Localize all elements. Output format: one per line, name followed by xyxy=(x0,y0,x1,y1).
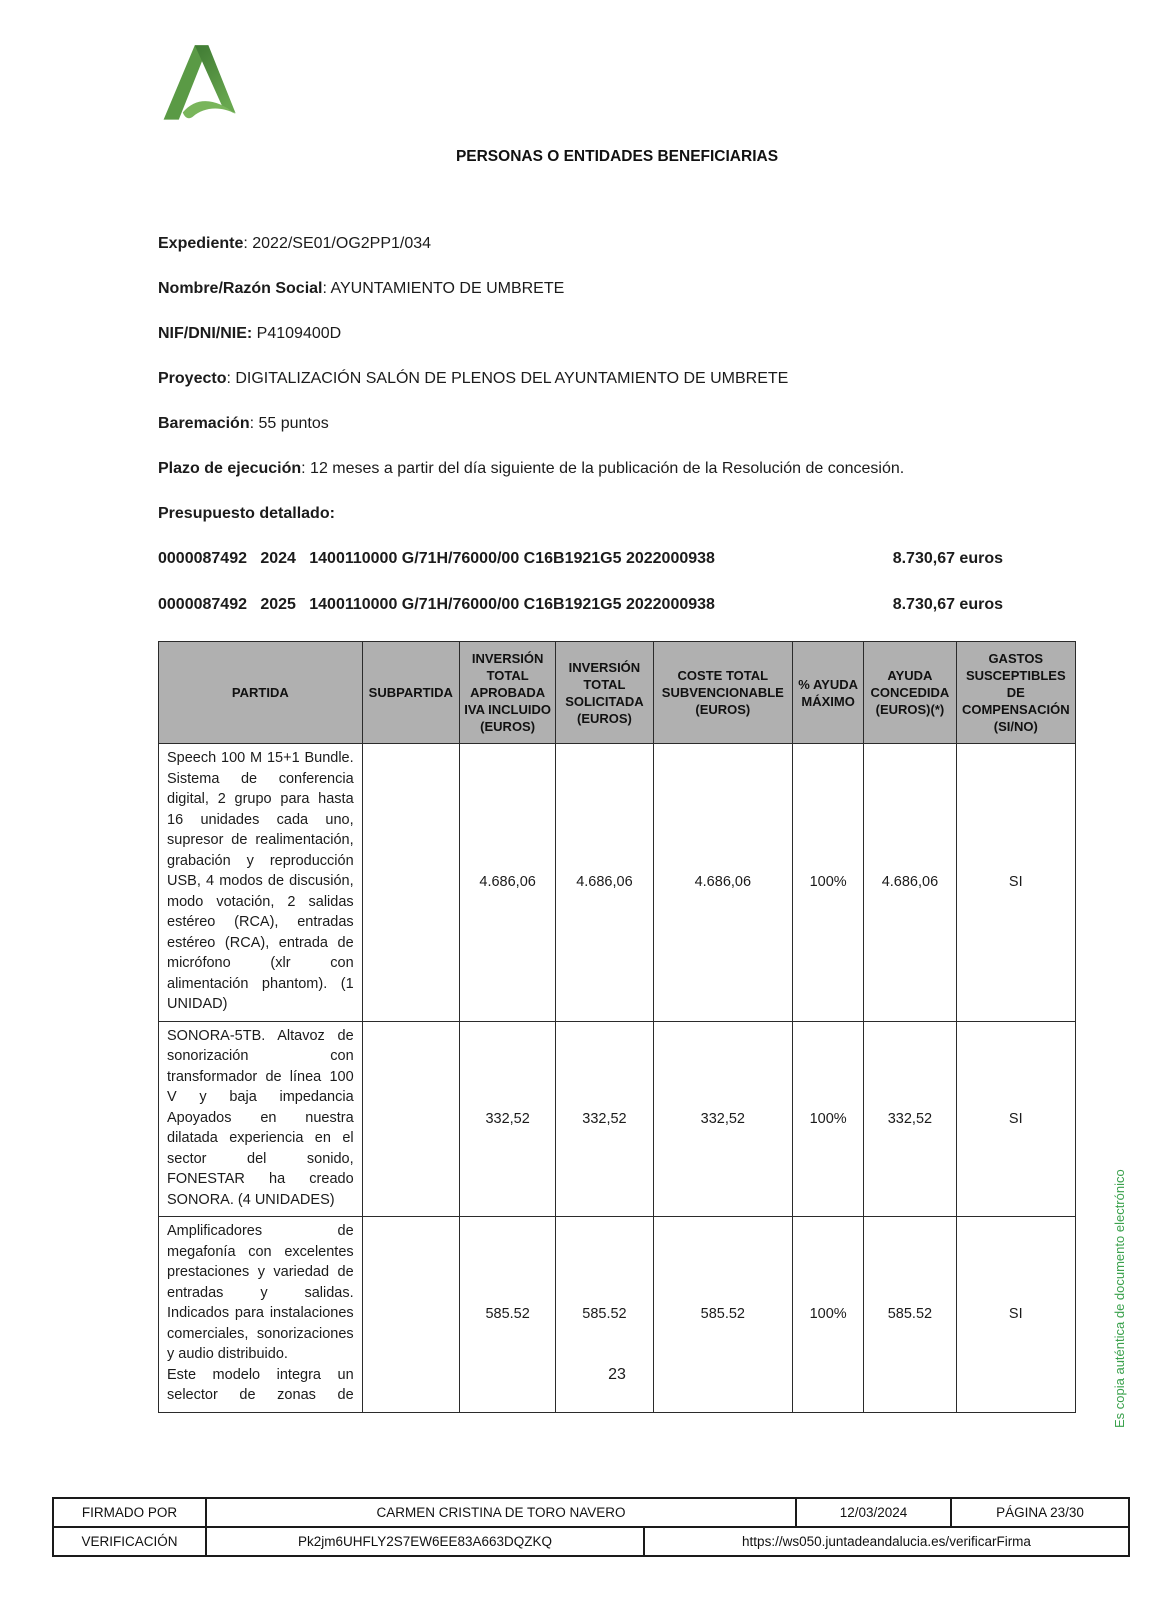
budget-amount: 8.730,67 euros xyxy=(892,596,1003,613)
field-value: AYUNTAMIENTO DE UMBRETE xyxy=(330,280,565,297)
field-label: Expediente xyxy=(158,235,244,252)
metadata-fields xyxy=(158,234,1076,523)
cell-compensacion: SI xyxy=(956,1217,1075,1413)
table-row xyxy=(159,744,1076,1022)
signed-by-name: CARMEN CRISTINA DE TORO NAVERO xyxy=(206,1498,796,1527)
col-header-subpartida: SUBPARTIDA xyxy=(362,642,459,744)
col-header-ayuda-concedida: AYUDA CONCEDIDA (EUROS)(*) xyxy=(864,642,956,744)
cell-subpartida xyxy=(362,1021,459,1217)
verification-label: VERIFICACIÓN xyxy=(53,1527,206,1556)
verification-url: https://ws050.juntadeandalucia.es/verificarFirma xyxy=(644,1527,1129,1556)
cell-inversion-aprobada: 4.686,06 xyxy=(459,744,555,1022)
budget-code: 0000087492 2024 1400110000 G/71H/76000/00 C16B1921G5 2022000938 xyxy=(158,550,715,567)
budget-detail-table xyxy=(158,641,1076,1413)
col-header-pct-ayuda: % AYUDA MÁXIMO xyxy=(793,642,864,744)
budget-line-2025 xyxy=(158,595,1003,614)
cell-pct-ayuda: 100% xyxy=(793,1217,864,1413)
field-label: Baremación xyxy=(158,415,250,432)
page-title: PERSONAS O ENTIDADES BENEFICIARIAS xyxy=(455,148,779,165)
footer-signed-row xyxy=(53,1498,1129,1527)
cell-partida: Speech 100 M 15+1 Bundle. Sistema de conferencia digital, 2 grupo para hasta 16 unidades cada uno, supresor de realimentación, grabación y reproducción USB, 4 modos de discusión, modo votación, 2 salidas estéreo (RCA), entradas estéreo (RCA), entrada de micrófono (xlr con alimentación phantom). (1 UNIDAD) xyxy=(159,744,363,1022)
signed-by-label: FIRMADO POR xyxy=(53,1498,206,1527)
cell-compensacion: SI xyxy=(956,1021,1075,1217)
col-header-gastos-compensacion: GASTOS SUSCEPTIBLES DE COMPENSACIÓN (SI/NO) xyxy=(956,642,1075,744)
signature-date: 12/03/2024 xyxy=(796,1498,951,1527)
cell-ayuda-concedida: 332,52 xyxy=(864,1021,956,1217)
field-value: DIGITALIZACIÓN SALÓN DE PLENOS DEL AYUNTAMIENTO DE UMBRETE xyxy=(235,370,789,387)
budget-amount: 8.730,67 euros xyxy=(892,550,1003,567)
table-header-row xyxy=(159,642,1076,744)
verification-code: Pk2jm6UHFLY2S7EW6EE83A663DQZKQ xyxy=(206,1527,644,1556)
field-value: 12 meses a partir del día siguiente de la publicación de la Resolución de concesión. xyxy=(310,460,905,477)
footer-page-label: PÁGINA 23/30 xyxy=(951,1498,1129,1527)
field-label: Proyecto xyxy=(158,370,227,387)
field-value: 2022/SE01/OG2PP1/034 xyxy=(252,235,432,252)
cell-subpartida xyxy=(362,744,459,1022)
page-number: 23 xyxy=(608,1366,626,1383)
cell-coste-total: 585.52 xyxy=(653,1217,792,1413)
cell-coste-total: 4.686,06 xyxy=(653,744,792,1022)
field-label: Plazo de ejecución xyxy=(158,460,302,477)
field-label: NIF/DNI/NIE: xyxy=(158,325,253,342)
cell-partida: SONORA-5TB. Altavoz de sonorización con transformador de línea 100 V y baja impedancia Apoyados en nuestra dilatada experiencia en el sector del sonido, FONESTAR ha creado SONORA. (4 UNIDADES) xyxy=(159,1021,363,1217)
field-nif-dni-nie xyxy=(158,324,1076,343)
cell-compensacion: SI xyxy=(956,744,1075,1022)
cell-ayuda-concedida: 585.52 xyxy=(864,1217,956,1413)
field-baremacion: Baremación: 55 puntos xyxy=(158,415,329,432)
field-proyecto: Proyecto: DIGITALIZACIÓN SALÓN DE PLENOS DEL AYUNTAMIENTO DE UMBRETE xyxy=(158,370,789,387)
cell-inversion-solicitada: 332,52 xyxy=(556,1021,653,1217)
cell-inversion-solicitada: 4.686,06 xyxy=(556,744,653,1022)
col-header-inversion-aprobada: INVERSIÓN TOTAL APROBADA IVA INCLUIDO (EUROS) xyxy=(459,642,555,744)
field-value: 55 puntos xyxy=(258,415,329,432)
field-nombre-razon-social: Nombre/Razón Social: AYUNTAMIENTO DE UMBRETE xyxy=(158,280,565,297)
cell-inversion-aprobada: 332,52 xyxy=(459,1021,555,1217)
budget-code: 0000087492 2025 1400110000 G/71H/76000/00 C16B1921G5 2022000938 xyxy=(158,596,715,613)
budget-line-2024 xyxy=(158,549,1003,568)
table-row xyxy=(159,1021,1076,1217)
field-expediente: Expediente: 2022/SE01/OG2PP1/034 xyxy=(158,235,432,252)
junta-andalucia-logo-icon xyxy=(158,42,238,122)
col-header-partida: PARTIDA xyxy=(159,642,363,744)
budget-heading: Presupuesto detallado: xyxy=(158,505,335,522)
cell-inversion-solicitada: 585.52 xyxy=(556,1217,653,1413)
signature-footer-table xyxy=(52,1497,1130,1557)
field-label: Nombre/Razón Social xyxy=(158,280,323,297)
field-value: P4109400D xyxy=(256,325,342,342)
field-plazo-ejecucion: Plazo de ejecución: 12 meses a partir del día siguiente de la publicación de la Resolución de concesión. xyxy=(158,460,905,477)
footer-verification-row xyxy=(53,1527,1129,1556)
cell-ayuda-concedida: 4.686,06 xyxy=(864,744,956,1022)
cell-pct-ayuda: 100% xyxy=(793,744,864,1022)
cell-coste-total: 332,52 xyxy=(653,1021,792,1217)
authenticity-side-note: Es copia auténtica de documento electrónico xyxy=(1112,1169,1127,1428)
cell-pct-ayuda: 100% xyxy=(793,1021,864,1217)
col-header-inversion-solicitada: INVERSIÓN TOTAL SOLICITADA (EUROS) xyxy=(556,642,653,744)
cell-partida: Amplificadores de megafonía con excelentes prestaciones y variedad de entradas y salidas. Indicados para instalaciones comerciales, sonorizaciones y audio distribuido. Este modelo integra un selector de zonas de xyxy=(159,1217,363,1413)
cell-inversion-aprobada: 585.52 xyxy=(459,1217,555,1413)
col-header-coste-total: COSTE TOTAL SUBVENCIONABLE (EUROS) xyxy=(653,642,792,744)
